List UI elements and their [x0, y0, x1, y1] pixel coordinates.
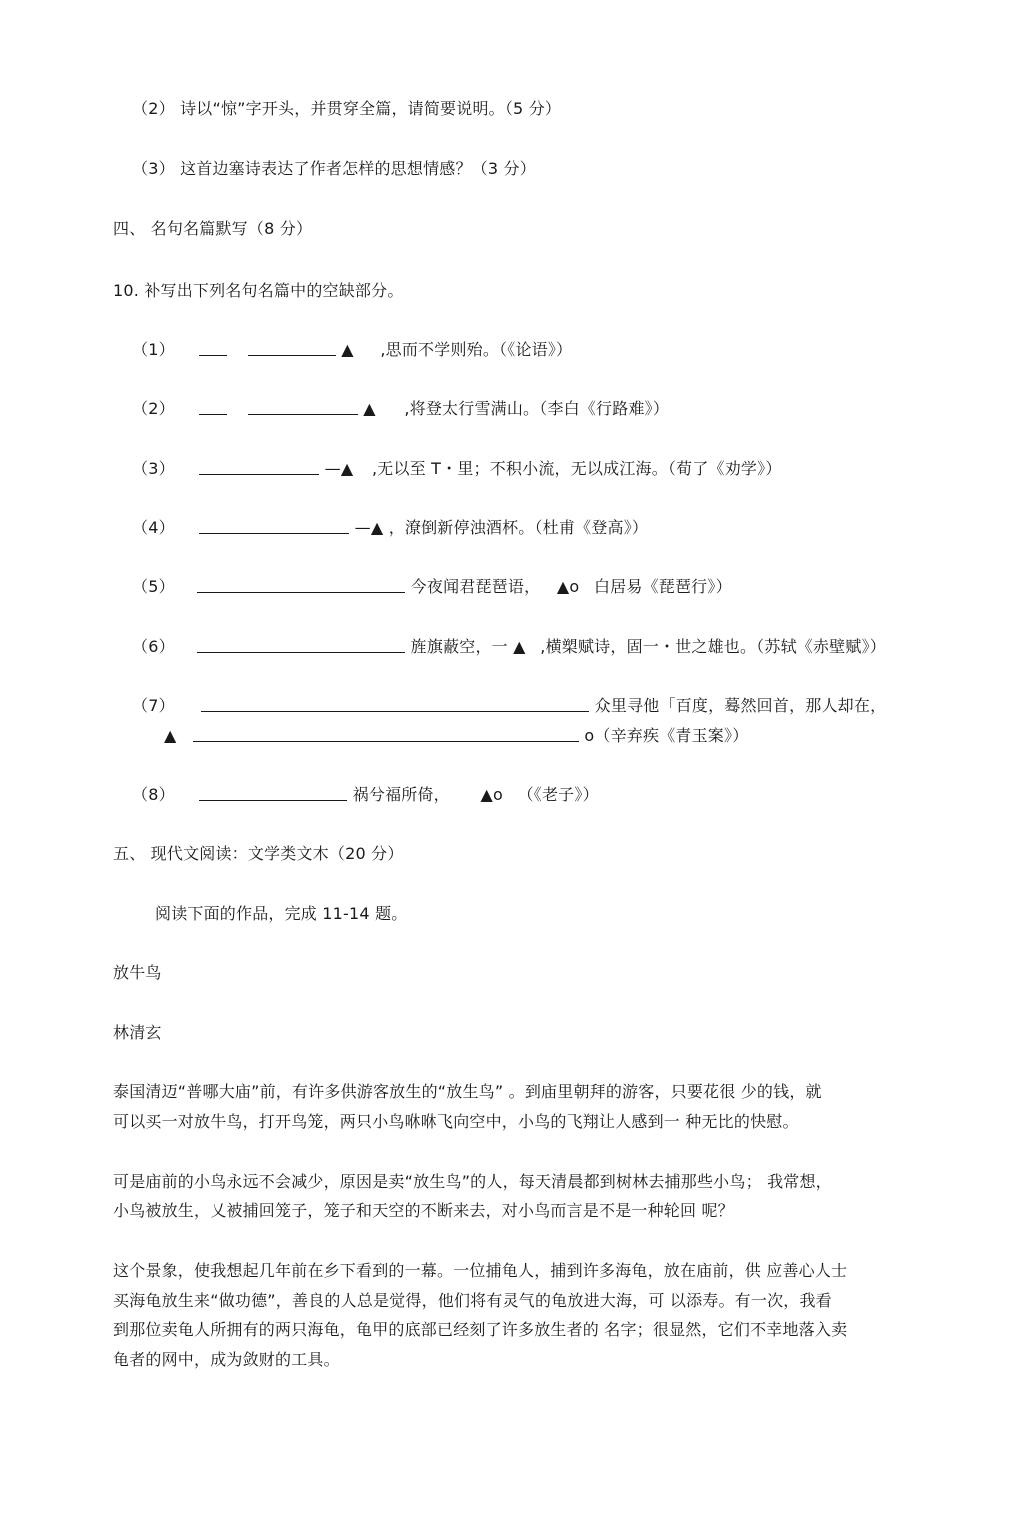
fill-item-7-continued [164, 724, 748, 748]
answer-blank[interactable] [199, 398, 227, 415]
triangle-marker-icon: ▲ [513, 637, 526, 656]
item-pre-text: 旌旗蔽空，一 [410, 637, 508, 656]
reading-instruction: 阅读下面的作品，完成 11-14 题。 [155, 904, 408, 923]
answer-blank[interactable] [193, 725, 579, 742]
triangle-marker-icon: ▲ [363, 399, 376, 418]
answer-blank[interactable] [199, 458, 319, 475]
q9-sub3: （3） 这首边塞诗表达了作者怎样的思想情感？（3 分） [132, 159, 536, 178]
answer-blank[interactable] [248, 398, 358, 415]
triangle-marker-icon: ▲ [341, 340, 354, 359]
triangle-marker-icon: —▲ [354, 518, 384, 537]
item-text: （《老子》） [517, 785, 599, 804]
article-author: 林清玄 [113, 1023, 162, 1042]
triangle-marker-icon: ▲ [164, 726, 177, 745]
section5-heading: 五、 现代文阅读：文学类文木（20 分） [113, 844, 404, 863]
triangle-marker-icon: ▲o [480, 785, 503, 804]
answer-blank[interactable] [199, 784, 347, 801]
fill-item-6 [132, 635, 886, 659]
item-text: ,思而不学则殆。（《论语》） [380, 340, 573, 359]
triangle-marker-icon: —▲ [324, 459, 354, 478]
fill-item-5 [132, 575, 732, 599]
fill-item-4 [132, 516, 648, 540]
item-pre-text: 祸兮福所倚， [352, 785, 450, 804]
item-number: （8） [132, 785, 175, 804]
item-text: 白居易《琵琶行》） [593, 577, 732, 596]
answer-blank[interactable] [197, 636, 405, 653]
item-text: o（辛弃疾《青玉案》） [584, 726, 749, 745]
paragraph-line: 可是庙前的小鸟永远不会减少，原因是卖“放生鸟”的人，每天清晨都到树林去捕那些小鸟； 我常想， [113, 1172, 832, 1191]
fill-item-8 [132, 783, 599, 807]
triangle-marker-icon: ▲o [556, 577, 580, 596]
item-text: ,将登太行雪满山。（李白《行路难》） [404, 399, 670, 418]
item-number: （4） [132, 518, 175, 537]
item-text: ,横槊赋诗，固一・世之雄也。（苏轼《赤壁赋》） [540, 637, 886, 656]
item-number: （3） [132, 459, 175, 478]
section4-heading: 四、 名句名篇默写（8 分） [113, 219, 313, 238]
item-text: ,无以至 T・里；不积小流，无以成江海。（荀了《劝学》） [371, 459, 782, 478]
paragraph-line: 龟者的网中，成为敛财的工具。 [113, 1350, 340, 1369]
paragraph-line: 小鸟被放生，乂被捕回笼子，笼子和天空的不断来去，对小鸟而言是不是一种轮回 呢？ [113, 1201, 734, 1220]
fill-item-2 [132, 397, 669, 421]
item-number: （6） [132, 637, 175, 656]
fill-item-3 [132, 457, 782, 481]
item-pre-text: 今夜闻君琵琶语， [410, 577, 541, 596]
paragraph-line: 这个景象，使我想起几年前在乡下看到的一幕。一位捕龟人，捕到许多海龟，放在庙前，供 应善心人士 [113, 1261, 848, 1280]
answer-blank[interactable] [201, 695, 589, 712]
item-text: ，潦倒新停浊酒杯。（杜甫《登高》） [388, 518, 649, 537]
item-number: （1） [132, 340, 175, 359]
q10-prompt: 10. 补写出下列名句名篇中的空缺部分。 [113, 281, 404, 300]
item-text: 众里寻他「百度，蓦然回首，那人却在， [594, 696, 887, 715]
paragraph-line: 到那位卖龟人所拥有的两只海龟，龟甲的底部已经刻了许多放生者的 名字；很显然，它们不幸地落入卖 [113, 1320, 848, 1339]
item-number: （2） [132, 399, 175, 418]
q9-sub2: （2） 诗以“惊”字开头，并贯穿全篇，请简要说明。（5 分） [132, 99, 562, 118]
answer-blank[interactable] [199, 517, 349, 534]
article-title: 放牛鸟 [113, 963, 162, 982]
item-number: （5） [132, 577, 175, 596]
paragraph-line: 买海龟放生来“做功德”，善良的人总是觉得，他们将有灵气的龟放进大海，可 以添寿。有一次，我看 [113, 1291, 832, 1310]
fill-item-1 [132, 338, 572, 362]
fill-item-7 [132, 694, 886, 718]
answer-blank[interactable] [199, 339, 227, 356]
paragraph-line: 可以买一对放牛鸟，打开鸟笼，两只小鸟咻咻飞向空中，小鸟的飞翔让人感到一 种无比的快慰。 [113, 1112, 799, 1131]
item-number: （7） [132, 696, 175, 715]
answer-blank[interactable] [248, 339, 336, 356]
paragraph-line: 泰国清迈“普哪大庙”前，有许多供游客放生的“放生鸟” 。到庙里朝拜的游客，只要花很 少的钱，就 [113, 1082, 822, 1101]
answer-blank[interactable] [197, 576, 405, 593]
